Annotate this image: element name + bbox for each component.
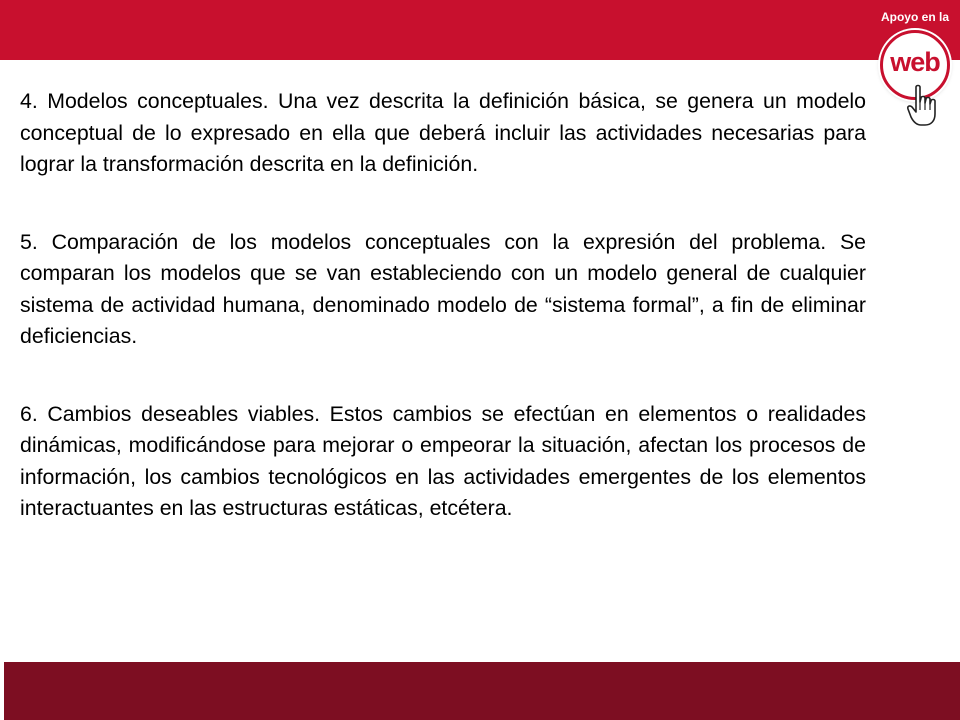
top-banner — [0, 0, 960, 60]
hand-cursor-icon — [906, 84, 940, 128]
logo-word: web — [890, 47, 940, 77]
bottom-banner-edge — [0, 662, 4, 720]
paragraph-text: Cambios deseables viables. Estos cambios se efectúan en elementos o realidades dinámicas, modificándose para mejorar o empeorar la situación, afectan los procesos de información, los cambios tecnológicos en las actividades emergentes de los elementos interactuantes en las estructuras estáticas, etcétera. — [20, 401, 866, 520]
paragraph-text: Modelos conceptuales. Una vez descrita la definición básica, se genera un modelo conceptual de lo expresado en ella que deberá incluir las actividades necesarias para lograr la transformación descrita en la definición. — [20, 89, 866, 176]
paragraph-step-6 — [20, 399, 866, 525]
paragraph-number: 4. — [20, 89, 38, 113]
paragraph-text: Comparación de los modelos conceptuales con la expresión del problema. Se comparan los modelos que se van estableciendo con un modelo general de cualquier sistema de actividad humana, denominado modelo de “sistema formal”, a fin de eliminar deficiencias. — [20, 229, 866, 348]
paragraph-step-5 — [20, 227, 866, 353]
paragraph-number: 6. — [20, 401, 38, 426]
logo-caption: Apoyo en la — [880, 10, 949, 24]
bottom-banner — [0, 662, 960, 720]
paragraph-step-4 — [20, 86, 866, 181]
paragraph-number: 5. — [20, 229, 38, 254]
slide-body — [20, 86, 866, 571]
